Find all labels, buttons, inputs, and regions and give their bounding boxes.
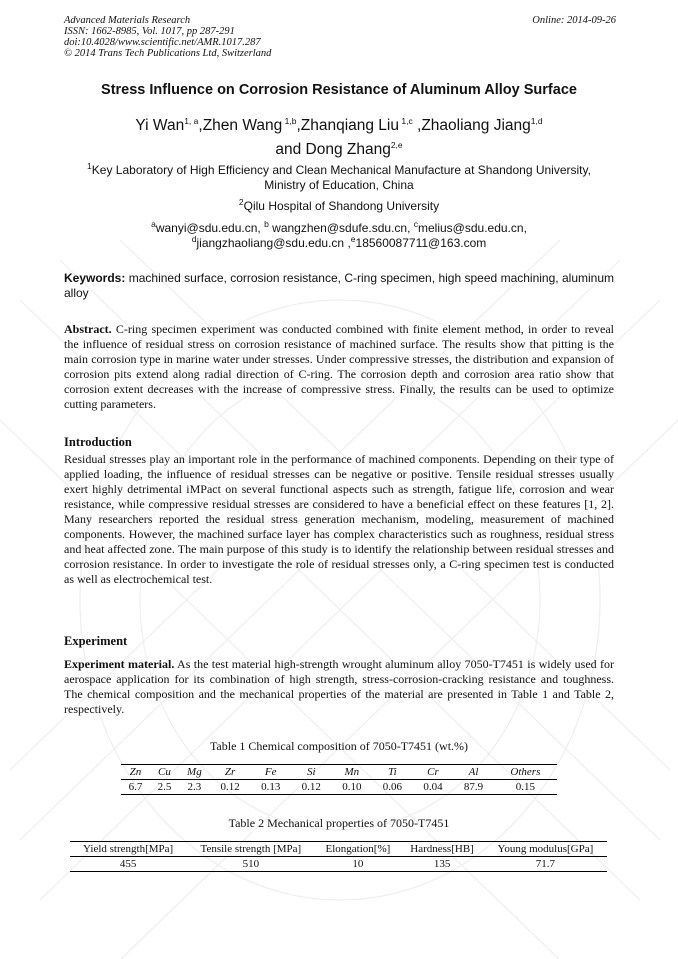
table-cell: 0.06 bbox=[382, 781, 402, 793]
issn-line: ISSN: 1662-8985, Vol. 1017, pp 287-291 bbox=[64, 26, 235, 37]
affiliation-2 bbox=[64, 199, 614, 214]
author-name: and Dong Zhang bbox=[275, 141, 391, 158]
table-header: Tensile strength [MPa] bbox=[186, 842, 315, 857]
experiment-heading: Experiment bbox=[64, 634, 128, 648]
email-sup: d bbox=[191, 233, 197, 244]
table1-chemical-composition bbox=[121, 764, 557, 795]
affiliation-sup: 1 bbox=[87, 161, 92, 171]
table-cell: 0.04 bbox=[423, 781, 443, 793]
table-header: Mg bbox=[179, 765, 210, 780]
journal-header bbox=[64, 15, 271, 59]
table1-caption: Table 1 Chemical composition of 7050-T7451 (wt.%) bbox=[209, 739, 469, 753]
table-cell: 6.7 bbox=[128, 781, 143, 793]
author-name: ,Zhen Wang bbox=[198, 117, 283, 134]
author-sup: 1,b bbox=[282, 115, 297, 126]
email-list bbox=[64, 221, 614, 250]
table-header: Zr bbox=[210, 765, 251, 780]
experiment-material bbox=[64, 657, 614, 717]
table-header: Young modulus[GPa] bbox=[484, 842, 607, 857]
email-link[interactable]: jiangzhaoliang@sdu.edu.cn , bbox=[196, 235, 351, 250]
author-list bbox=[60, 114, 618, 162]
abstract-text: C-ring specimen experiment was conducted combined with finite element method, in order to reveal the influence of residual stress on corrosion resistance of machined surface. The results show that pitting is the main corrosion type in marine water under stresses. Under compressive stresses, the distribution and expansion of corrosion pits extend along radial direction of C-ring. The corrosion depth and corrosion area ratio show that corrosion extent decreases with the increase of compressive stress. Finally, the results can be used to optimize cutting parameters. bbox=[64, 322, 614, 411]
table-header: Ti bbox=[372, 765, 413, 780]
author-name: ,Zhanqiang Liu bbox=[296, 117, 399, 134]
table-cell: 2.3 bbox=[187, 781, 202, 793]
table-header: Cu bbox=[150, 765, 179, 780]
doi-line: doi:10.4028/www.scientific.net/AMR.1017.287 bbox=[64, 37, 261, 48]
table2-mechanical-properties bbox=[70, 841, 607, 872]
email-link[interactable]: wangzhen@sdufe.sdu.cn, bbox=[268, 221, 414, 235]
author-sup: 2,e bbox=[390, 139, 403, 150]
author-name: Yi Wan bbox=[135, 117, 185, 134]
affiliation-text: Qilu Hospital of Shandong University bbox=[243, 199, 440, 213]
table-cell: 87.9 bbox=[463, 781, 484, 793]
journal-name: Advanced Materials Research bbox=[64, 15, 191, 26]
keywords bbox=[64, 271, 614, 300]
online-date: Online: 2014-09-26 bbox=[532, 15, 616, 26]
table-header: Mn bbox=[332, 765, 373, 780]
table-cell: 71.7 bbox=[535, 858, 555, 870]
email-link[interactable]: wanyi@sdu.edu.cn, bbox=[155, 221, 265, 235]
author-sup: 1, a bbox=[184, 115, 199, 126]
affiliation-sup: 2 bbox=[238, 197, 244, 207]
table-header-row bbox=[70, 842, 607, 857]
table-header: Si bbox=[291, 765, 332, 780]
paper-title: Stress Influence on Corrosion Resistance of Aluminum Alloy Surface bbox=[101, 82, 577, 98]
email-sup: e bbox=[350, 233, 356, 244]
table-header: Yield strength[MPa] bbox=[70, 842, 186, 857]
table-header: Cr bbox=[413, 765, 454, 780]
affiliation-text: Key Laboratory of High Efficiency and Clean Mechanical Manufacture at Shandong University, bbox=[91, 163, 591, 177]
affiliation-text: Ministry of Education, China bbox=[264, 177, 414, 192]
email-link[interactable]: 18560087711@163.com bbox=[355, 235, 487, 250]
table-header: Hardness[HB] bbox=[400, 842, 483, 857]
table-header: Others bbox=[494, 765, 557, 780]
table-cell: 0.13 bbox=[261, 781, 281, 793]
table-row bbox=[121, 780, 557, 795]
keywords-text: machined surface, corrosion resistance, C-ring specimen, high speed machining, aluminum alloy bbox=[64, 271, 614, 300]
table-cell: 0.10 bbox=[342, 781, 362, 793]
table-header: Elongation[%] bbox=[315, 842, 400, 857]
table-cell: 455 bbox=[119, 858, 137, 870]
table-cell: 510 bbox=[242, 858, 260, 870]
affiliation-1 bbox=[64, 163, 614, 192]
table-cell: 2.5 bbox=[157, 781, 172, 793]
experiment-sublabel: Experiment material. bbox=[64, 657, 175, 671]
table-cell: 0.12 bbox=[301, 781, 321, 793]
table-header: Al bbox=[453, 765, 494, 780]
abstract-label: Abstract. bbox=[64, 322, 112, 336]
table-header: Zn bbox=[121, 765, 150, 780]
table-row bbox=[70, 857, 607, 872]
table-cell: 0.12 bbox=[220, 781, 240, 793]
keywords-label: Keywords: bbox=[64, 271, 126, 285]
email-sup: a bbox=[151, 219, 156, 229]
email-link[interactable]: melius@sdu.edu.cn, bbox=[418, 221, 527, 235]
experiment-text: As the test material high-strength wrought aluminum alloy 7050-T7451 is widely used for aerospace application for its combination of high strength, stress-corrosion-cracking resistance and toughness. The chemical composition and the mechanical properties of the material are presented in Table 1 and Table 2, respectively. bbox=[64, 657, 615, 716]
table-header-row bbox=[121, 765, 557, 780]
abstract bbox=[64, 322, 614, 412]
email-sup: b bbox=[264, 219, 269, 229]
author-sup: 1,c bbox=[399, 115, 413, 126]
table-cell: 10 bbox=[352, 858, 364, 870]
introduction-text: Residual stresses play an important role in the performance of machined components. Depending on their type of applied loading, the influence of residual stresses can be negative or positive. Tensile residual stresses usually exert highly detrimental iMPact on several functional aspects such as strength, fatigue life, corrosion and wear resistance, while compressive residual stresses are considered to have a beneficial effect on these features [1, 2]. Many researchers reported the residual stress generation mechanism, modeling, measurement of machined components. However, the machined surface layer has complex characteristics such as roughness, residual stress and heat affected zone. The main purpose of this study is to identify the relationship between residual stresses and corrosion resistance. In order to investigate the role of residual stresses only, a C-ring specimen test is conducted as well as electrochemical test. bbox=[64, 452, 614, 586]
copyright-line: © 2014 Trans Tech Publications Ltd, Switzerland bbox=[64, 48, 272, 59]
author-name: ,Zhaoliang Jiang bbox=[412, 117, 531, 134]
table-header: Fe bbox=[250, 765, 291, 780]
author-sup: 1,d bbox=[530, 115, 543, 126]
table-cell: 0.15 bbox=[515, 781, 536, 793]
table-cell: 135 bbox=[433, 858, 451, 870]
table2-caption: Table 2 Mechanical properties of 7050-T7451 bbox=[228, 816, 450, 830]
introduction-heading: Introduction bbox=[64, 435, 132, 449]
email-sup: c bbox=[413, 219, 418, 229]
